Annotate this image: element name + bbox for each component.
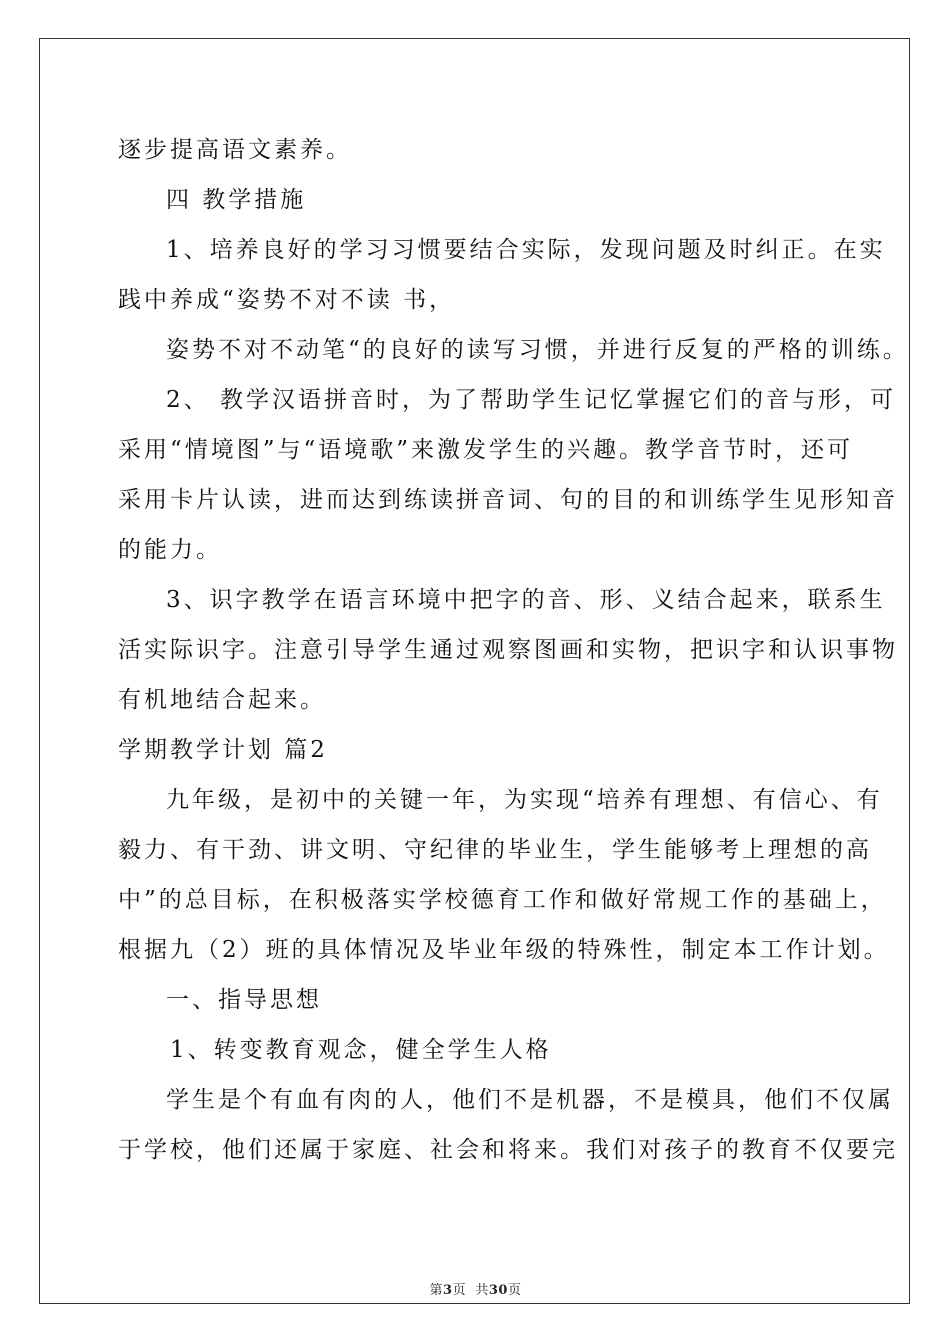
- body-line: 活实际识字。注意引导学生通过观察图画和实物，把识字和认识事物: [118, 637, 898, 663]
- body-line: 采用卡片认读，进而达到练读拼音词、句的目的和训练学生见形知音: [118, 487, 898, 513]
- footer-middle: 页 共: [452, 1283, 489, 1298]
- body-line: 根据九（2）班的具体情况及毕业年级的特殊性，制定本工作计划。: [118, 937, 890, 963]
- body-line: 逐步提高语文素养。: [118, 137, 352, 163]
- body-line: 姿势不对不动笔“的良好的读写习惯，并进行反复的严格的训练。: [166, 337, 909, 363]
- body-line: 的能力。: [118, 537, 222, 563]
- page-footer: [40, 1279, 911, 1298]
- subsection-heading: 1、转变教育观念，健全学生人格: [170, 1037, 552, 1063]
- body-line: 3、识字教学在语言环境中把字的音、形、义结合起来，联系生: [166, 587, 886, 613]
- total-page-count: 30: [488, 1283, 508, 1298]
- footer-suffix: 页: [507, 1283, 522, 1298]
- section-heading: 一、指导思想: [166, 987, 322, 1013]
- body-line: 践中养成“姿势不对不读 书，: [118, 287, 456, 313]
- footer-prefix: 第: [429, 1283, 444, 1298]
- article-title: 学期教学计划 篇2: [118, 737, 328, 763]
- body-line: 九年级，是初中的关键一年，为实现“培养有理想、有信心、有: [166, 787, 883, 813]
- section-heading: 四 教学措施: [166, 187, 307, 213]
- body-line: 有机地结合起来。: [118, 687, 326, 713]
- body-line: 采用“情境图”与“语境歌”来激发学生的兴趣。教学音节时，还可: [118, 437, 854, 463]
- body-line: 中”的总目标，在积极落实学校德育工作和做好常规工作的基础上，: [118, 887, 887, 913]
- body-line: 毅力、有干劲、讲文明、守纪律的毕业生，学生能够考上理想的高: [118, 837, 872, 863]
- body-line: 学生是个有血有肉的人，他们不是机器，不是模具，他们不仅属: [166, 1087, 894, 1113]
- body-line: 1、培养良好的学习习惯要结合实际，发现问题及时纠正。在实: [166, 237, 886, 263]
- current-page-number: 3: [443, 1283, 453, 1298]
- body-line: 于学校，他们还属于家庭、社会和将来。我们对孩子的教育不仅要完: [118, 1137, 898, 1163]
- page-frame: [39, 38, 910, 1304]
- body-line: 2、 教学汉语拼音时，为了帮助学生记忆掌握它们的音与形，可: [166, 387, 896, 413]
